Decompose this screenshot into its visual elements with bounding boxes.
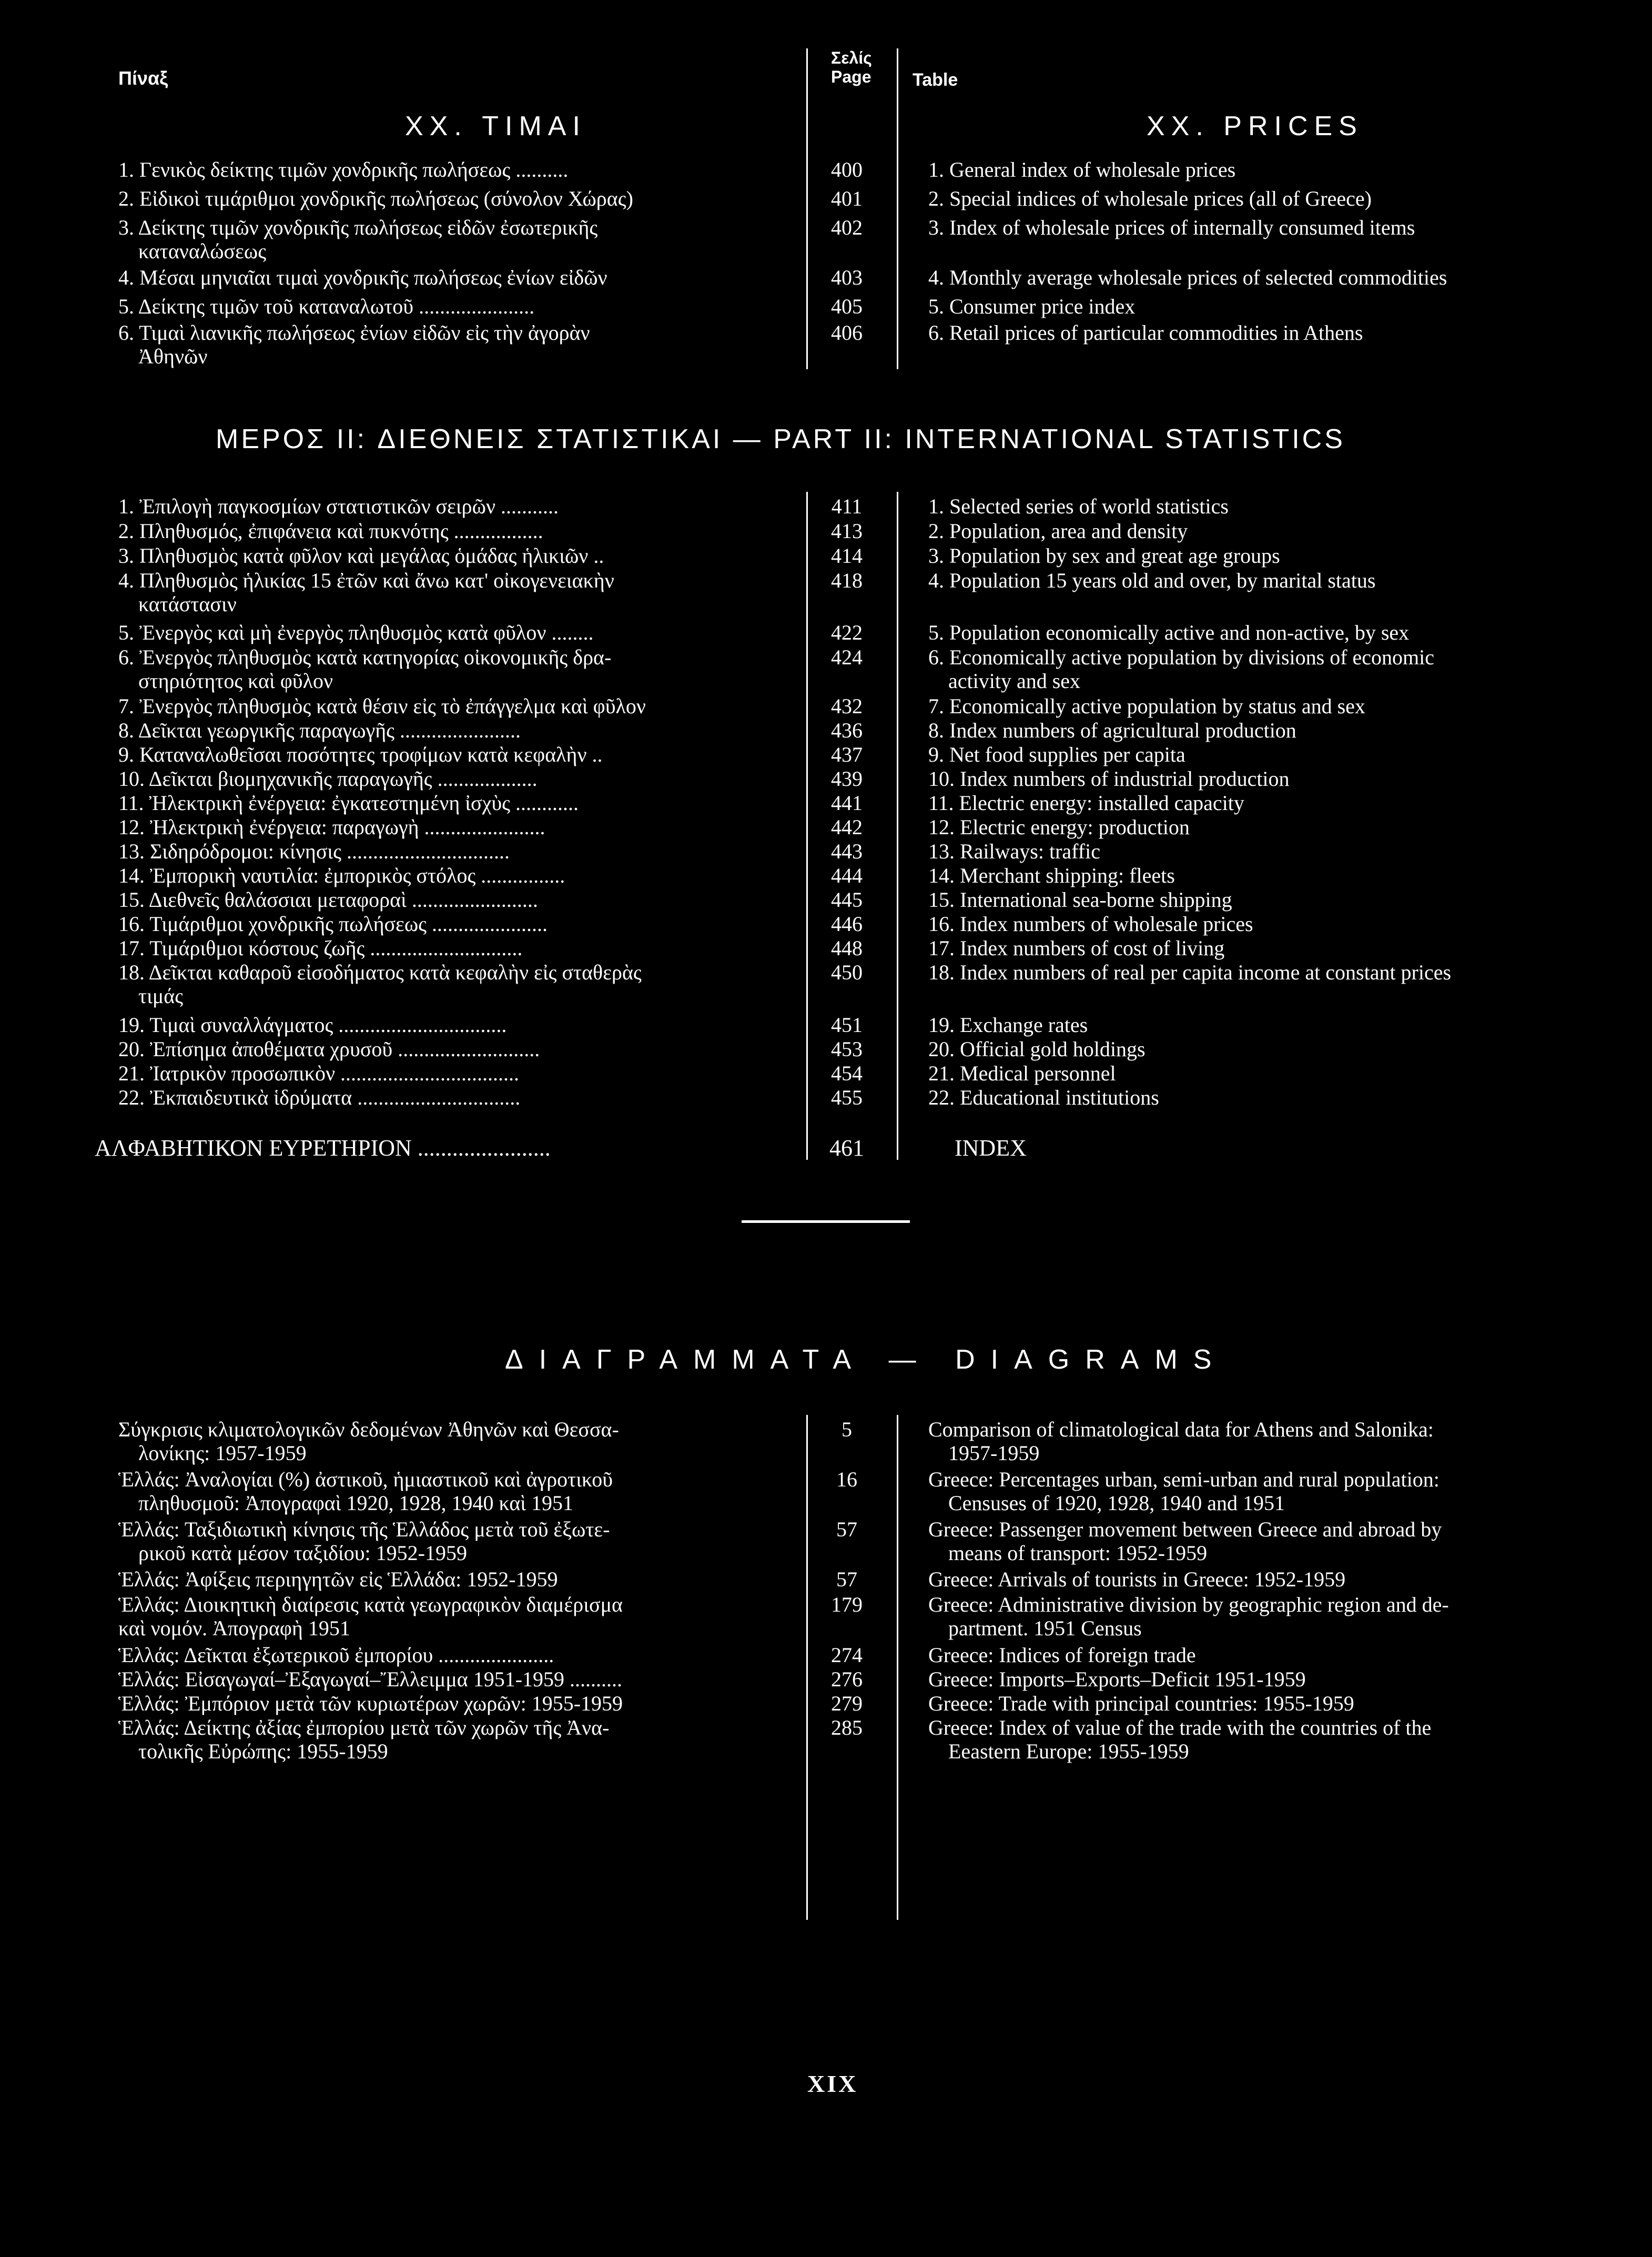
page-number: 441 [831, 791, 863, 815]
page-number: 16 [836, 1467, 857, 1491]
page-number: 437 [831, 743, 863, 766]
greek-entry: 5. Ἐνεργὸς καὶ μὴ ἐνεργὸς πληθυσμὸς κατὰ φῦλον ........ [118, 621, 594, 644]
greek-entry: Ἑλλάς: Ταξιδιωτικὴ κίνησις τῆς Ἑλλάδος μετὰ τοῦ ἐξωτε- [118, 1517, 610, 1541]
page-number: 276 [831, 1667, 863, 1691]
greek-entry: Ἑλλάς: Διοικητικὴ διαίρεσις κατὰ γεωγραφικὸν διαμέρισμα [118, 1593, 623, 1616]
english-entry: 4. Monthly average wholesale prices of selected commodities [928, 266, 1447, 289]
greek-entry-continuation: Ἀθηνῶν [138, 345, 208, 368]
page-number-footer: XIX [807, 2070, 858, 2097]
english-entry: 13. Railways: traffic [928, 839, 1100, 863]
english-entry: 17. Index numbers of cost of living [928, 936, 1225, 960]
page-number: 432 [831, 694, 863, 718]
greek-entry: 18. Δεῖκται καθαροῦ εἰσοδήματος κατὰ κεφαλὴν εἰς σταθερὰς [118, 960, 642, 984]
greek-entry: 15. Διεθνεῖς θαλάσσιαι μεταφοραὶ ........................ [118, 888, 538, 912]
page-number: 455 [831, 1086, 863, 1109]
english-entry: 9. Net food supplies per capita [928, 743, 1185, 766]
greek-entry: 6. Ἐνεργὸς πληθυσμὸς κατὰ κατηγορίας οἰκονομικῆς δρα- [118, 645, 612, 669]
greek-entry: 19. Τιμαὶ συναλλάγματος ................................ [118, 1013, 507, 1037]
column-divider [897, 492, 898, 1160]
greek-entry: 20. Ἐπίσημα ἀποθέματα χρυσοῦ ........................... [118, 1037, 540, 1061]
page-number: 448 [831, 936, 863, 960]
english-entry: 21. Medical personnel [928, 1061, 1116, 1085]
english-entry: Greece: Arrivals of tourists in Greece: 1952-1959 [928, 1567, 1346, 1591]
greek-entry: 13. Σιδηρόδρομοι: κίνησις ............................... [118, 839, 510, 863]
greek-entry: 2. Πληθυσμός, ἐπιφάνεια καὶ πυκνότης ................. [118, 519, 543, 543]
page-number: 411 [831, 494, 863, 518]
column-divider [897, 1415, 898, 1920]
english-entry: 5. Population economically active and non-active, by sex [928, 621, 1410, 644]
greek-entry: 22. Ἐκπαιδευτικὰ ἱδρύματα ............................... [118, 1086, 521, 1109]
greek-entry-continuation: πληθυσμοῦ: Ἀπογραφαὶ 1920, 1928, 1940 καὶ 1951 [138, 1491, 574, 1515]
greek-entry: 1. Ἐπιλογὴ παγκοσμίων στατιστικῶν σειρῶν ........... [118, 494, 559, 518]
english-entry: 2. Population, area and density [928, 519, 1188, 543]
greek-entry: 2. Εἰδικοὶ τιμάριθμοι χονδρικῆς πωλήσεως (σύνολον Χώρας) [118, 187, 633, 210]
english-entry: 14. Merchant shipping: fleets [928, 864, 1175, 887]
greek-entry-continuation: καταναλώσεως [138, 239, 267, 263]
english-entry: 10. Index numbers of industrial production [928, 767, 1290, 791]
page-number: 57 [836, 1517, 857, 1541]
page-number: 451 [831, 1013, 863, 1037]
greek-entry: Ἑλλάς: Εἰσαγωγαί–Ἐξαγωγαί–Ἔλλειμμα 1951-1959 .......... [118, 1667, 623, 1691]
page-number: 413 [831, 519, 863, 543]
english-entry: 8. Index numbers of agricultural production [928, 718, 1296, 742]
english-entry: 19. Exchange rates [928, 1013, 1088, 1037]
page-number: 422 [831, 621, 863, 644]
greek-entry: Ἑλλάς: Δεῖκται ἐξωτερικοῦ ἐμπορίου ...................... [118, 1643, 554, 1667]
greek-entry: 10. Δεῖκται βιομηχανικῆς παραγωγῆς ................... [118, 767, 538, 791]
english-entry-continuation: Censuses of 1920, 1928, 1940 and 1951 [948, 1491, 1285, 1515]
english-entry-continuation: partment. 1951 Census [948, 1616, 1142, 1640]
page-number: 402 [831, 216, 863, 239]
greek-entry-continuation: τολικῆς Εὐρώπης: 1955-1959 [138, 1739, 388, 1763]
english-entry: Greece: Index of value of the trade with the countries of the [928, 1716, 1432, 1739]
greek-entry: 4. Μέσαι μηνιαῖαι τιμαὶ χονδρικῆς πωλήσεως ἐνίων εἰδῶν [118, 266, 607, 289]
english-entry: Greece: Imports–Exports–Deficit 1951-1959 [928, 1667, 1306, 1691]
english-index-entry: INDEX [955, 1135, 1027, 1161]
page-number: 400 [831, 158, 863, 181]
prices-title-greek: XX. ΤΙΜΑΙ [405, 111, 586, 141]
page-number: 444 [831, 864, 863, 887]
english-entry: Greece: Indices of foreign trade [928, 1643, 1196, 1667]
greek-entry: 3. Δείκτης τιμῶν χονδρικῆς πωλήσεως εἰδῶν ἐσωτερικῆς [118, 216, 598, 239]
part2-title: ΜΕΡΟΣ II: ΔΙΕΘΝΕΙΣ ΣΤΑΤΙΣΤΙΚΑΙ — PART II: INTERNATIONAL STATISTICS [216, 424, 1345, 454]
greek-entry: 3. Πληθυσμὸς κατὰ φῦλον καὶ μεγάλας ὁμάδας ἡλικιῶν .. [118, 544, 604, 568]
page-number: 279 [831, 1692, 863, 1715]
greek-entry: 9. Καταναλωθεῖσαι ποσότητες τροφίμων κατὰ κεφαλὴν .. [118, 743, 603, 766]
english-entry: 3. Population by sex and great age groups [928, 544, 1280, 568]
column-divider [806, 48, 808, 369]
greek-entry-continuation: τιμάς [138, 984, 184, 1008]
page-number: 406 [831, 321, 863, 345]
page-number: 436 [831, 718, 863, 742]
greek-entry: 17. Τιμάριθμοι κόστους ζωῆς ............................. [118, 936, 523, 960]
english-entry: 18. Index numbers of real per capita income at constant prices [928, 960, 1452, 984]
greek-entry: 21. Ἰατρικὸν προσωπικὸν .................................. [118, 1061, 520, 1085]
english-entry: Greece: Trade with principal countries: 1955-1959 [928, 1692, 1354, 1715]
page-number: 424 [831, 645, 863, 669]
greek-entry-continuation: ρικοῦ κατὰ μέσον ταξιδίου: 1952-1959 [138, 1541, 467, 1565]
greek-entry: 11. Ἠλεκτρικὴ ἐνέργεια: ἐγκατεστημένη ἰσχὺς ............ [118, 791, 579, 815]
column-divider [897, 48, 898, 369]
greek-entry: 8. Δεῖκται γεωργικῆς παραγωγῆς ....................... [118, 718, 521, 742]
column-divider [806, 1415, 808, 1920]
page-number: 418 [831, 569, 863, 592]
page-number: 179 [831, 1593, 863, 1616]
greek-entry: 5. Δείκτης τιμῶν τοῦ καταναλωτοῦ ...................... [118, 295, 535, 318]
english-entry: 12. Electric energy: production [928, 815, 1190, 839]
page-label-greek: Σελίς [831, 48, 872, 67]
page-number: 285 [831, 1716, 863, 1739]
english-entry: 2. Special indices of wholesale prices (all of Greece) [928, 187, 1372, 210]
page-number: 405 [831, 295, 863, 318]
page-number: 403 [831, 266, 863, 289]
english-entry: 7. Economically active population by status and sex [928, 694, 1365, 718]
page-number: 446 [831, 912, 863, 936]
english-entry: 20. Official gold holdings [928, 1037, 1146, 1061]
greek-entry: 12. Ἠλεκτρικὴ ἐνέργεια: παραγωγὴ ....................... [118, 815, 545, 839]
english-entry: Greece: Administrative division by geographic region and de- [928, 1593, 1449, 1616]
page-number: 442 [831, 815, 863, 839]
english-entry: 1. Selected series of world statistics [928, 494, 1229, 518]
greek-entry: Ἑλλάς: Ἐμπόριον μετὰ τῶν κυριωτέρων χωρῶν: 1955-1959 [118, 1692, 623, 1715]
page-number: 57 [836, 1567, 857, 1591]
page-number: 443 [831, 839, 863, 863]
english-entry-continuation: means of transport: 1952-1959 [948, 1541, 1208, 1565]
english-entry: 3. Index of wholesale prices of internally consumed items [928, 216, 1415, 239]
english-entry-continuation: 1957-1959 [948, 1441, 1040, 1465]
english-entry: Comparison of climatological data for Athens and Salonika: [928, 1418, 1434, 1441]
greek-entry: Ἑλλάς: Ἀφίξεις περιηγητῶν εἰς Ἑλλάδα: 1952-1959 [118, 1567, 558, 1591]
english-entry: 11. Electric energy: installed capacity [928, 791, 1244, 815]
english-entry: 16. Index numbers of wholesale prices [928, 912, 1253, 936]
english-entry: 15. International sea-borne shipping [928, 888, 1232, 912]
english-entry: Greece: Percentages urban, semi-urban and rural population: [928, 1467, 1440, 1491]
english-entry: 6. Retail prices of particular commodities in Athens [928, 321, 1363, 345]
greek-entry: 14. Ἐμπορικὴ ναυτιλία: ἐμπορικὸς στόλος ................ [118, 864, 565, 887]
page-number: 461 [829, 1135, 864, 1161]
english-entry: 5. Consumer price index [928, 295, 1136, 318]
page-number: 414 [831, 544, 863, 568]
english-entry: Greece: Passenger movement between Greece and abroad by [928, 1517, 1442, 1541]
greek-index-entry: ΑΛΦΑΒΗΤΙΚΟΝ ΕΥΡΕΤΗΡΙΟΝ ....................... [95, 1135, 551, 1161]
greek-entry-continuation: στηριότητος καὶ φῦλον [138, 669, 333, 693]
page-label-english: Page [831, 67, 871, 86]
greek-entry: Ἑλλάς: Δείκτης ἀξίας ἐμπορίου μετὰ τῶν χωρῶν τῆς Ἀνα- [118, 1716, 610, 1739]
greek-entry: 1. Γενικὸς δείκτης τιμῶν χονδρικῆς πωλήσεως .......... [118, 158, 569, 181]
page-number: 5 [842, 1418, 852, 1441]
page-number: 401 [831, 187, 863, 210]
greek-entry: 16. Τιμάριθμοι χονδρικῆς πωλήσεως ...................... [118, 912, 548, 936]
section-divider [742, 1220, 910, 1223]
greek-entry-continuation: καὶ νομόν. Ἀπογραφὴ 1951 [118, 1616, 350, 1640]
prices-title-english: XX. PRICES [1147, 111, 1363, 141]
english-entry: 1. General index of wholesale prices [928, 158, 1236, 181]
page-number: 453 [831, 1037, 863, 1061]
page-number: 274 [831, 1643, 863, 1667]
page-number: 439 [831, 767, 863, 791]
page-number: 450 [831, 960, 863, 984]
english-entry: 4. Population 15 years old and over, by marital status [928, 569, 1376, 592]
greek-entry: Σύγκρισις κλιματολογικῶν δεδομένων Ἀθηνῶν καὶ Θεσσα- [118, 1418, 619, 1441]
diagrams-title: ΔΙΑΓΡΑΜΜΑΤΑ — DIAGRAMS [505, 1344, 1228, 1375]
greek-entry-continuation: λονίκης: 1957-1959 [138, 1441, 307, 1465]
page-number: 445 [831, 888, 863, 912]
english-entry-continuation: Eeastern Europe: 1955-1959 [948, 1739, 1189, 1763]
english-entry: 22. Educational institutions [928, 1086, 1159, 1109]
greek-entry: Ἑλλάς: Ἀναλογίαι (%) ἀστικοῦ, ἡμιαστικοῦ καὶ ἀγροτικοῦ [118, 1467, 613, 1491]
greek-entry: 6. Τιμαὶ λιανικῆς πωλήσεως ἐνίων εἰδῶν εἰς τὴν ἀγορὰν [118, 321, 590, 345]
english-entry: 6. Economically active population by divisions of economic [928, 645, 1435, 669]
english-entry-continuation: activity and sex [948, 669, 1081, 693]
page-number: 454 [831, 1061, 863, 1085]
english-table-label: Table [913, 70, 958, 90]
greek-table-label: Πίναξ [118, 67, 168, 89]
greek-entry: 4. Πληθυσμὸς ἡλικίας 15 ἐτῶν καὶ ἄνω κατ' οἰκογενειακὴν [118, 569, 614, 592]
greek-entry-continuation: κατάστασιν [138, 592, 237, 616]
greek-entry: 7. Ἐνεργὸς πληθυσμὸς κατὰ θέσιν εἰς τὸ ἐπάγγελμα καὶ φῦλον [118, 694, 646, 718]
